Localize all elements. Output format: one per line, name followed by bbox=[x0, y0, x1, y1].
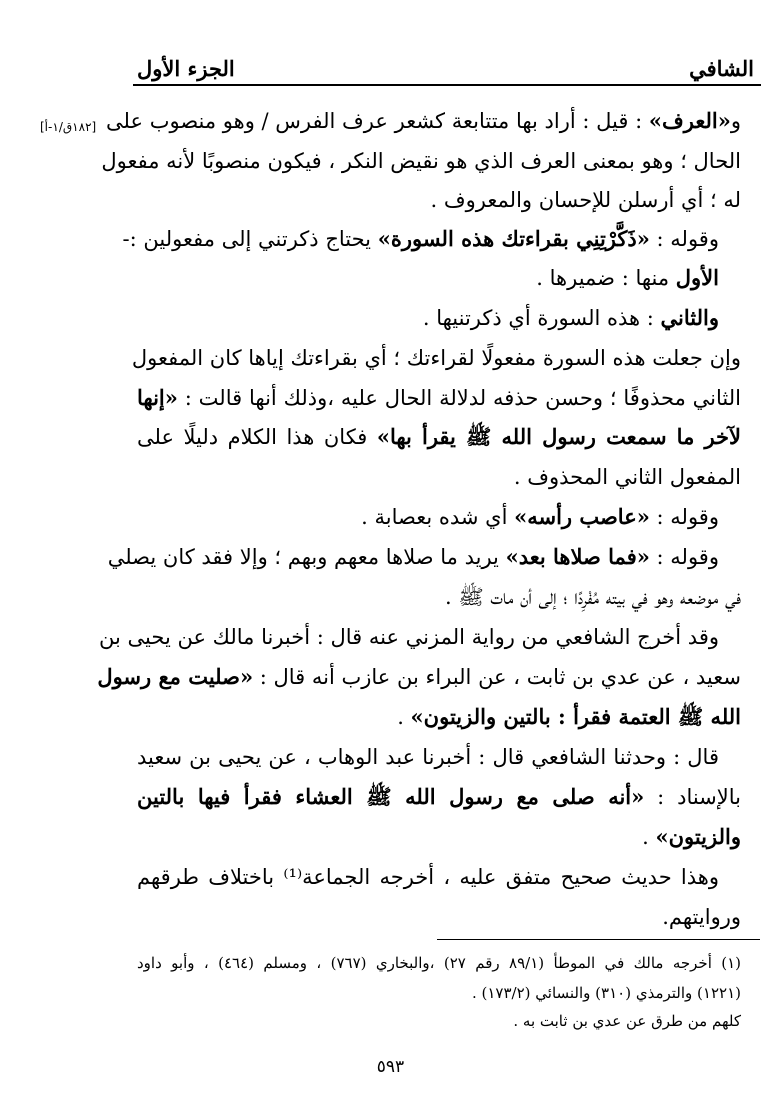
text-run: فكان هذا الكلام دليلًا على bbox=[137, 425, 377, 449]
text-line bbox=[131, 341, 741, 377]
text-run: وقوله : bbox=[649, 545, 719, 569]
text-line bbox=[137, 420, 741, 456]
manuscript-folio-reference: [١٨٢ق/١-أ] bbox=[40, 120, 97, 134]
text-line bbox=[480, 261, 719, 297]
text-line bbox=[107, 540, 719, 576]
text-line bbox=[122, 222, 719, 258]
text-line bbox=[106, 104, 741, 140]
footnote-rule bbox=[437, 939, 760, 940]
text-run: أي شده بعصابة . bbox=[361, 505, 515, 529]
header-rule bbox=[133, 84, 761, 86]
text-line bbox=[101, 144, 741, 180]
text-line bbox=[99, 620, 719, 656]
text-run: له ؛ أي أرسلن للإحسان والمعروف . bbox=[430, 188, 741, 212]
footnote-line: (١٢٢١) والترمذي (٣١٠) والنسائي (١٧٣/٢) . bbox=[471, 984, 741, 1002]
text-run: يحتاج ذكرتني إلى مفعولين :- bbox=[122, 227, 378, 251]
text-run: و bbox=[730, 109, 741, 133]
text-run: يريد ما صلاها معهم وبهم ؛ وإلا فقد كان يصلي bbox=[107, 545, 506, 569]
text-line bbox=[137, 381, 741, 417]
text-line bbox=[97, 660, 741, 696]
text-line bbox=[300, 580, 741, 616]
running-header-title: الشافي bbox=[689, 56, 754, 81]
text-run: . bbox=[642, 825, 656, 849]
text-run: وقد أخرج الشافعي من رواية المزني عنه قال : أخبرنا مالك عن يحيى بن bbox=[99, 625, 719, 649]
text-run: المفعول الثاني المحذوف . bbox=[513, 465, 741, 489]
bold-quote: «العرف» bbox=[648, 108, 731, 133]
text-run: وقوله : bbox=[649, 505, 719, 529]
bold-quote: «صليت مع رسول bbox=[97, 664, 254, 689]
text-line bbox=[580, 900, 741, 936]
text-run: الحال ؛ وهو بمعنى العرف الذي هو نقيض النكر ، فيكون منصوبًا لأنه مفعول bbox=[101, 149, 741, 173]
bold-quote: والزيتون» bbox=[655, 824, 741, 849]
text-run: وقوله : bbox=[649, 227, 719, 251]
text-run: : قيل : أراد بها متتابعة كشعر عرف الفرس / وهو منصوب على bbox=[106, 109, 649, 133]
text-run: قال : وحدثنا الشافعي قال : أخبرنا عبد الوهاب ، عن يحيى بن سعيد bbox=[137, 745, 719, 769]
bold-quote: الله ﷺ العتمة فقرأ : بالتين والزيتون» bbox=[410, 704, 741, 729]
text-run: بالإسناد : bbox=[644, 785, 741, 809]
footnote-line: كلهم من طرق عن عدي بن ثابت به . bbox=[513, 1012, 741, 1030]
text-run: وهذا حديث صحيح متفق عليه ، أخرجه الجماعة⁽¹⁾ باختلاف طرقهم bbox=[137, 865, 719, 889]
bold-quote: «فما صلاها بعد» bbox=[505, 544, 650, 569]
text-line bbox=[420, 460, 741, 496]
bold-quote: «إنها bbox=[137, 385, 178, 410]
text-line bbox=[270, 183, 741, 219]
text-line bbox=[137, 780, 741, 816]
text-run: : هذه السورة أي ذكرتنيها . bbox=[422, 306, 661, 330]
running-header-volume: الجزء الأول bbox=[137, 56, 235, 81]
text-line bbox=[137, 860, 719, 896]
text-run: وإن جعلت هذه السورة مفعولًا لقراءتك ؛ أي بقراءتك إياها كان المفعول bbox=[131, 346, 741, 370]
text-run: وروايتهم. bbox=[662, 905, 741, 929]
text-line bbox=[560, 820, 741, 856]
bold-quote: والثاني bbox=[660, 305, 719, 330]
text-run: سعيد ، عن عدي بن ثابت ، عن البراء بن عازب أنه قال : bbox=[253, 665, 741, 689]
bold-quote: «عاصب رأسه» bbox=[514, 504, 650, 529]
text-run: . bbox=[397, 705, 411, 729]
text-run: منها : ضميرها . bbox=[536, 266, 676, 290]
footnote-line: (١) أخرجه مالك في الموطأ (٨٩/١ رقم ٢٧) ،والبخاري (٧٦٧) ، ومسلم (٤٦٤) ، وأبو داود bbox=[137, 954, 742, 972]
bold-quote: «ذَكَّرْتِنِي بقراءتك هذه السورة» bbox=[377, 226, 650, 251]
text-line bbox=[360, 500, 719, 536]
text-line bbox=[422, 301, 719, 337]
text-run: في موضعه وهو في بيته مُفْرِدًا ؛ إلى أن مات ﷺ . bbox=[445, 585, 741, 609]
page-number: ٥٩٣ bbox=[376, 1057, 405, 1077]
bold-quote: «أنه صلى مع رسول الله ﷺ العشاء فقرأ فيها بالتين bbox=[137, 784, 645, 809]
text-run: الثاني محذوفًا ؛ وحسن حذفه لدلالة الحال عليه ،وذلك أنها قالت : bbox=[177, 386, 741, 410]
text-line bbox=[137, 740, 719, 776]
bold-quote: الأول bbox=[675, 265, 719, 290]
text-line bbox=[300, 700, 741, 736]
bold-quote: لآخر ما سمعت رسول الله ﷺ يقرأ بها» bbox=[376, 424, 742, 449]
